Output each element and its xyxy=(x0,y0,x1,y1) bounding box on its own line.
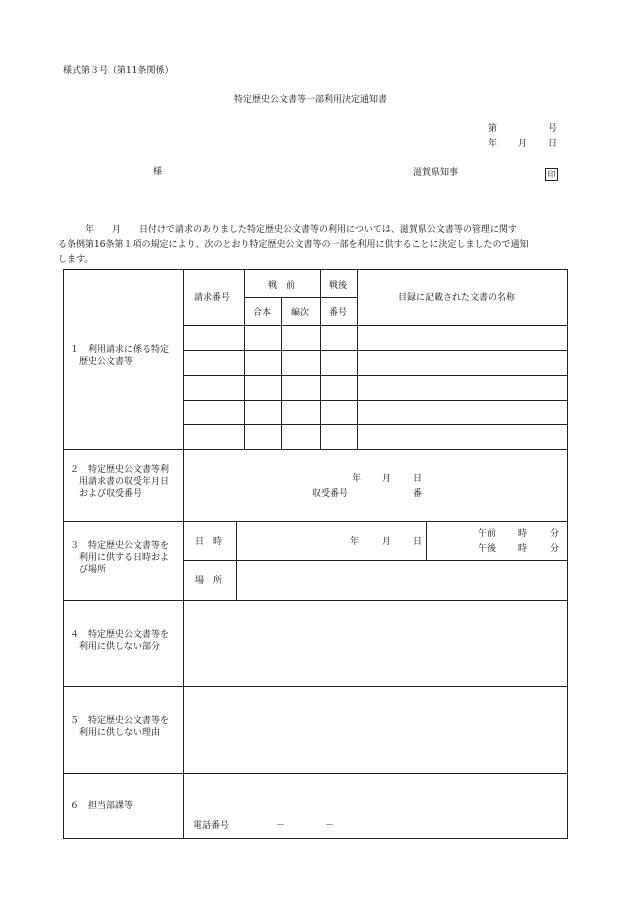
s3-am-hour: 時 xyxy=(518,529,528,539)
s3-day: 日 xyxy=(413,537,423,547)
sub-bango: 番号 xyxy=(329,308,348,318)
s3-pm-hour: 時 xyxy=(518,544,528,554)
body-paragraph xyxy=(58,223,578,268)
col-request-no: 請求番号 xyxy=(194,293,231,303)
s2-month: 月 xyxy=(382,474,392,484)
col-prewar: 戦 前 xyxy=(268,281,296,291)
body-line-3: します。 xyxy=(58,255,94,265)
s3-datetime-label: 日 時 xyxy=(195,537,223,547)
body-line-1: 年 月 日付けで請求のありました特定歴史公文書等の利用については、滋賀県公文書等の管理に関す xyxy=(58,225,517,235)
s3-place-label: 場 所 xyxy=(195,576,223,586)
seal-mark: 印 xyxy=(545,168,558,181)
s2-receipt-label: 収受番号 xyxy=(312,489,349,499)
col-catalog-name: 目録に記載された文書の名称 xyxy=(398,293,516,303)
s6-phone-label: 電話番号 xyxy=(193,821,230,831)
section6-label: ６ 担当部課等 xyxy=(70,801,134,811)
sub-hensho: 編次 xyxy=(291,308,310,318)
date-year: 年 xyxy=(488,139,498,149)
section1-label: １ 利用請求に係る特定 歴史公文書等 xyxy=(70,345,170,368)
doc-no-go: 号 xyxy=(548,124,558,134)
col-postwar: 戦後 xyxy=(329,281,348,291)
section2-label: ２ 特定歴史公文書等利 用請求書の収受年月日 および収受番号 xyxy=(70,465,170,500)
form-number: 様式第３号（第11条関係） xyxy=(63,66,174,76)
section4-label: ４ 特定歴史公文書等を 利用に供しない部分 xyxy=(70,630,170,653)
s3-pm: 午後 xyxy=(478,544,497,554)
s2-receipt-suffix: 番 xyxy=(413,489,423,499)
s3-month: 月 xyxy=(382,537,392,547)
s2-year: 年 xyxy=(352,474,362,484)
s3-am-minute: 分 xyxy=(550,529,560,539)
addressee-suffix: 様 xyxy=(153,167,163,177)
s2-day: 日 xyxy=(413,474,423,484)
date-day: 日 xyxy=(548,139,558,149)
date-month: 月 xyxy=(518,139,528,149)
s6-dash-1: － xyxy=(276,821,286,831)
s3-am: 午前 xyxy=(478,529,497,539)
s3-year: 年 xyxy=(350,537,360,547)
doc-no-dai: 第 xyxy=(488,124,498,134)
s3-pm-minute: 分 xyxy=(550,544,560,554)
sub-gohon: 合本 xyxy=(253,308,272,318)
issuer-name: 滋賀県知事 xyxy=(413,168,459,178)
s6-dash-2: － xyxy=(325,821,335,831)
body-line-2: る条例第16条第１項の規定により、次のとおり特定歴史公文書等の一部を利用に供することに決定しましたので通知 xyxy=(58,240,529,250)
document-title: 特定歴史公文書等一部利用決定通知書 xyxy=(234,95,388,105)
section5-label: ５ 特定歴史公文書等を 利用に供しない理由 xyxy=(70,716,170,739)
section3-label: ３ 特定歴史公文書等を 利用に供する日時およ び場所 xyxy=(70,541,170,576)
